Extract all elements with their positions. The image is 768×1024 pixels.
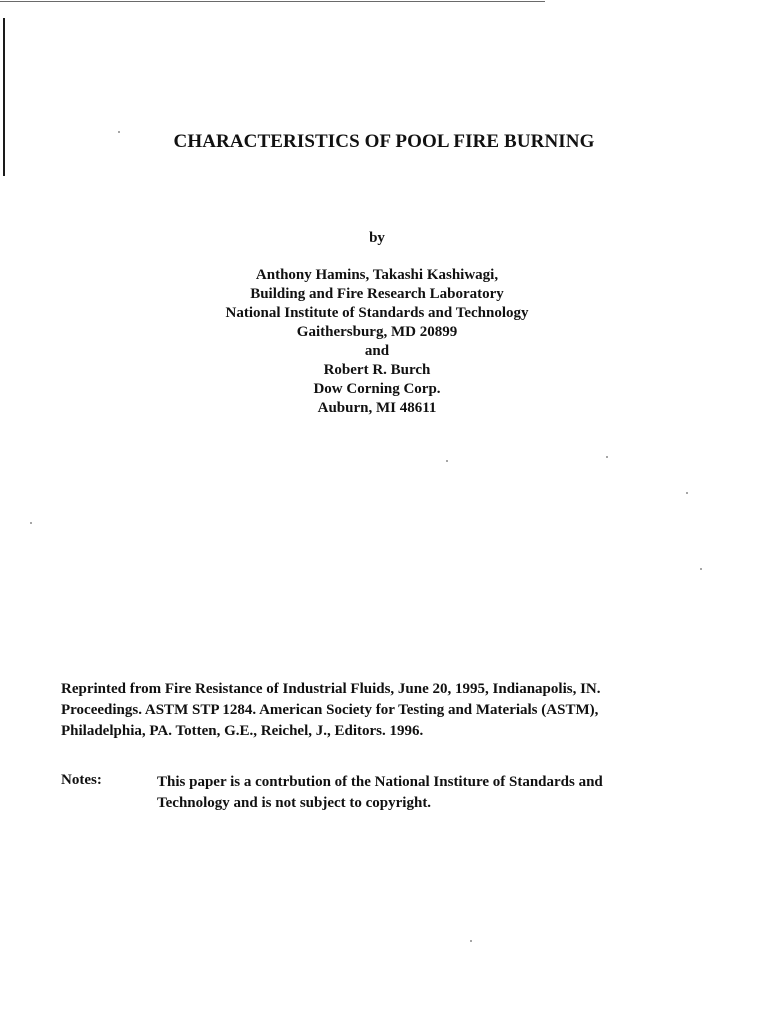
scan-edge-top [0, 1, 545, 2]
author-line: and [364, 343, 390, 359]
scan-speck [446, 460, 448, 462]
scan-speck [470, 940, 472, 942]
author-line: Auburn, MI 48611 [317, 400, 437, 416]
author-line: Robert R. Burch [323, 362, 431, 378]
author-line: Gaithersburg, MD 20899 [296, 324, 458, 340]
scan-speck [686, 492, 688, 494]
scan-speck [30, 522, 32, 524]
scan-speck [606, 456, 608, 458]
author-line: Dow Corning Corp. [313, 381, 441, 397]
scan-speck [700, 568, 702, 570]
citation-line: Proceedings. ASTM STP 1284. American Society for Testing and Materials (ASTM), [61, 702, 599, 718]
author-line: National Institute of Standards and Technology [225, 305, 529, 321]
notes-text [157, 772, 717, 814]
byline: by [369, 230, 385, 246]
notes-line: This paper is a contrbution of the National Institure of Standards and [157, 774, 603, 790]
notes-line: Technology and is not subject to copyright. [157, 795, 432, 811]
reprint-citation [61, 679, 741, 742]
document-title: CHARACTERISTICS OF POOL FIRE BURNING [173, 131, 595, 152]
author-line: Anthony Hamins, Takashi Kashiwagi, [255, 267, 499, 283]
citation-line: Reprinted from Fire Resistance of Industrial Fluids, June 20, 1995, Indianapolis, IN. [61, 681, 601, 697]
notes-label: Notes: [61, 772, 102, 788]
author-block [0, 266, 754, 418]
author-line: Building and Fire Research Laboratory [250, 286, 504, 302]
citation-line: Philadelphia, PA. Totten, G.E., Reichel, J., Editors. 1996. [61, 723, 424, 739]
